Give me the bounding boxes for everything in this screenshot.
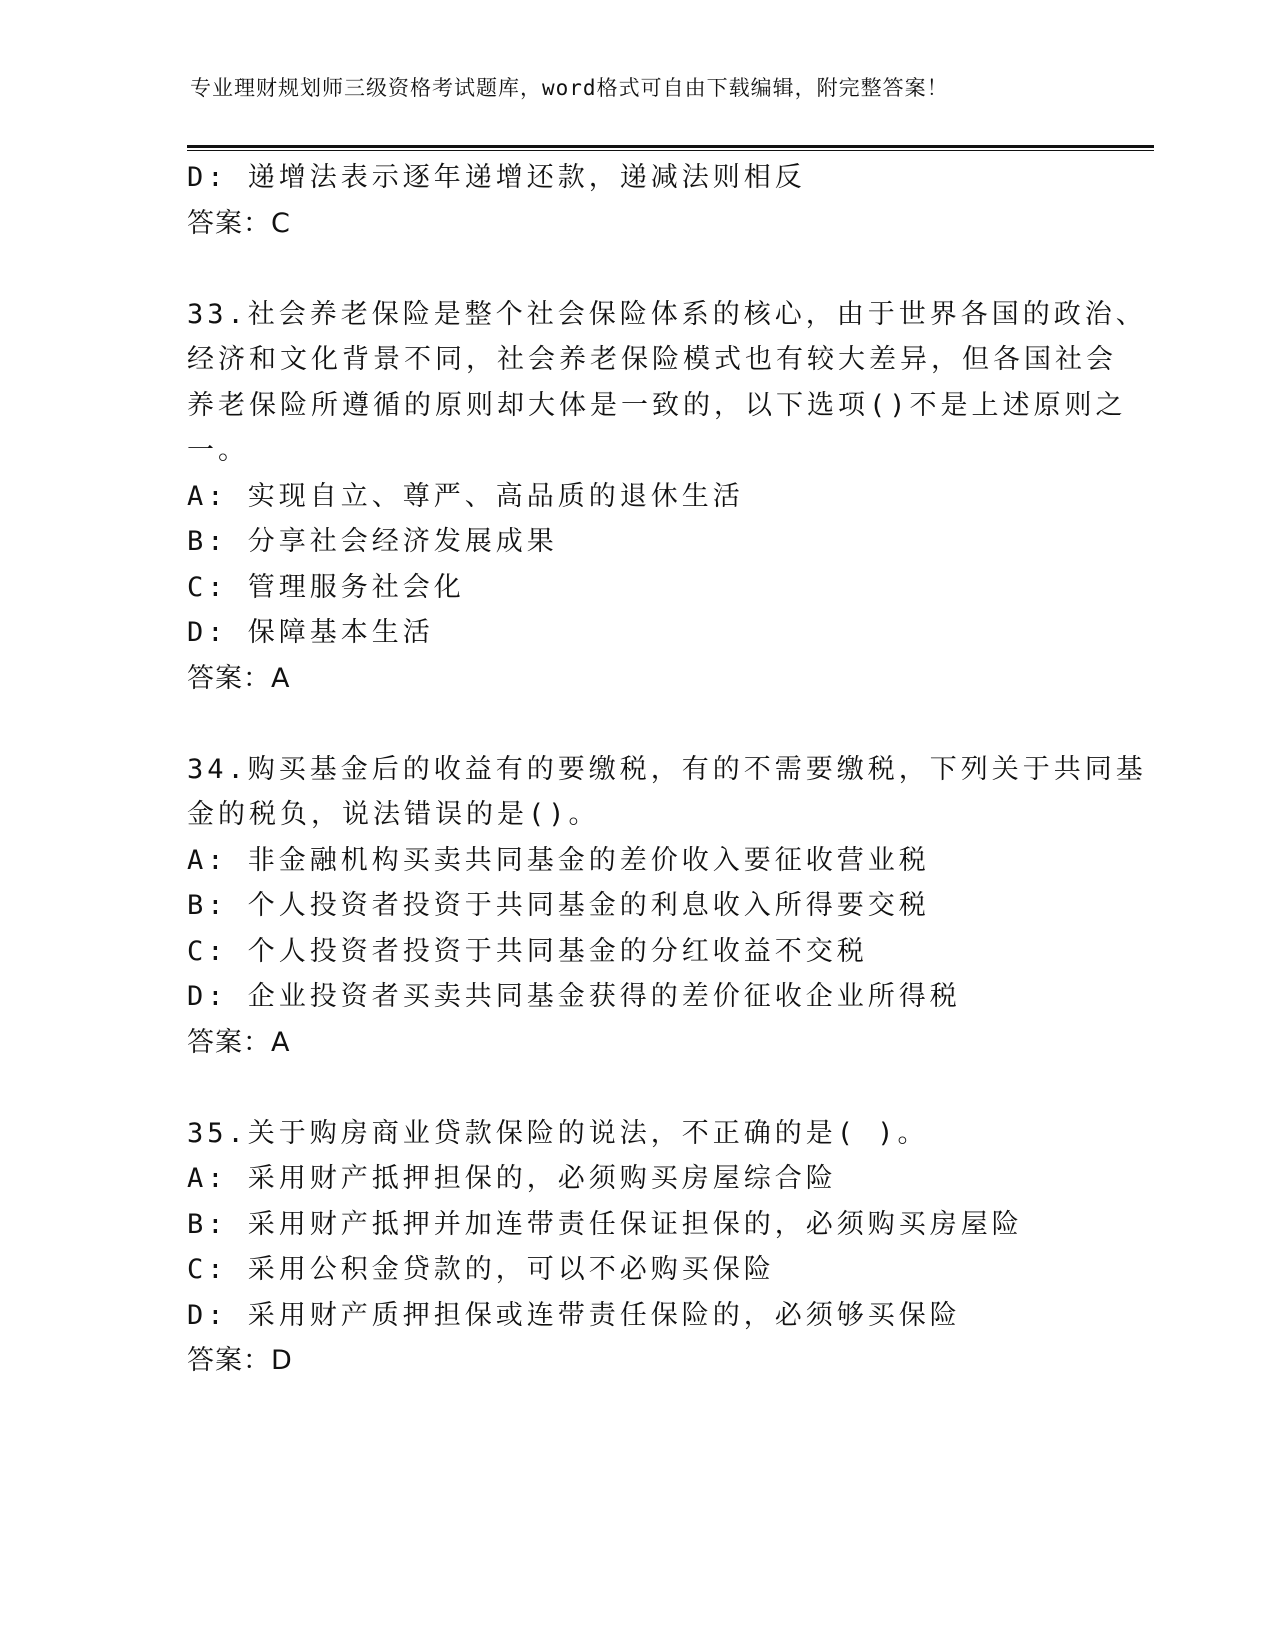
question-33-option-b: B: 分享社会经济发展成果 — [187, 526, 558, 557]
question-33 — [187, 292, 1147, 702]
question-34-line: 34.购买基金后的收益有的要缴税，有的不需要缴税，下列关于共同基 — [187, 753, 1147, 785]
question-35-option-c: C: 采用公积金贷款的，可以不必购买保险 — [187, 1254, 775, 1285]
prev-answer: 答案：C — [187, 207, 291, 239]
prev-option-d: D: 递增法表示逐年递增还款，递减法则相反 — [187, 162, 806, 193]
header-rule-thin — [187, 150, 1154, 151]
question-33-line: 一。 — [187, 435, 249, 466]
header-rule-thick — [187, 145, 1154, 148]
question-34-option-b: B: 个人投资者投资于共同基金的利息收入所得要交税 — [187, 890, 930, 921]
question-35-option-b: B: 采用财产抵押并加连带责任保证担保的，必须购买房屋险 — [187, 1208, 1023, 1240]
question-35-option-a: A: 采用财产抵押担保的，必须购买房屋综合险 — [187, 1163, 837, 1194]
question-34-option-c: C: 个人投资者投资于共同基金的分红收益不交税 — [187, 935, 868, 967]
question-34 — [187, 747, 1147, 1066]
question-content — [187, 155, 1147, 1384]
spacer — [187, 1065, 1087, 1111]
question-33-line: 33.社会养老保险是整个社会保险体系的核心，由于世界各国的政治、 — [187, 298, 1147, 330]
question-33-answer: 答案：A — [187, 662, 291, 694]
question-34-option-a: A: 非金融机构买卖共同基金的差价收入要征收营业税 — [187, 844, 930, 876]
question-33-line: 养老保险所遵循的原则却大体是一致的，以下选项()不是上述原则之 — [187, 389, 1127, 421]
page-header: 专业理财规划师三级资格考试题库，word格式可自由下载编辑，附完整答案！ — [190, 76, 949, 100]
question-33-line: 经济和文化背景不同，社会养老保险模式也有较大差异，但各国社会 — [187, 344, 1117, 375]
question-35-line: 35.关于购房商业贷款保险的说法，不正确的是( )。 — [187, 1117, 929, 1149]
question-33-option-c: C: 管理服务社会化 — [187, 571, 465, 603]
question-35-answer: 答案：D — [187, 1345, 293, 1376]
question-33-option-d: D: 保障基本生活 — [187, 617, 434, 648]
spacer — [187, 701, 1087, 747]
question-34-answer: 答案：A — [187, 1026, 291, 1058]
question-34-line: 金的税负，说法错误的是()。 — [187, 799, 600, 830]
question-34-option-d: D: 企业投资者买卖共同基金获得的差价征收企业所得税 — [187, 981, 961, 1012]
spacer — [187, 246, 1087, 292]
question-35 — [187, 1111, 1087, 1384]
question-35-option-d: D: 采用财产质押担保或连带责任保险的，必须够买保险 — [187, 1299, 961, 1331]
question-33-option-a: A: 实现自立、尊严、高品质的退休生活 — [187, 480, 744, 512]
